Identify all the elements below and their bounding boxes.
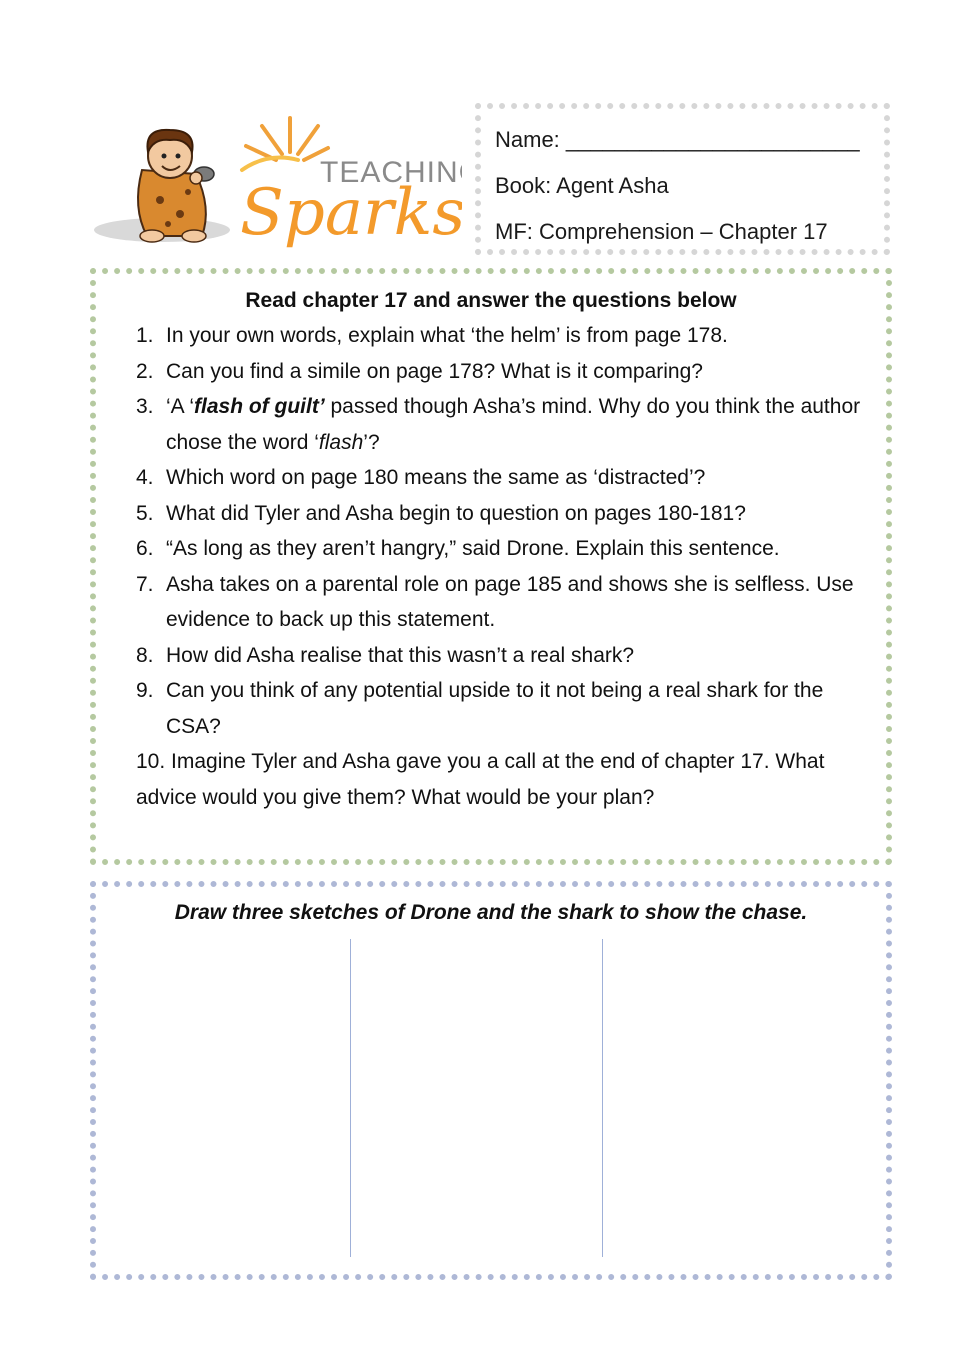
question-text: What did Tyler and Asha begin to question on pages 180-181? bbox=[166, 501, 746, 525]
student-info-box bbox=[475, 103, 890, 255]
question-item bbox=[136, 496, 866, 532]
question-text-mid: passed though Asha’s mind. Why do you think the author chose the word ‘ bbox=[166, 395, 861, 454]
question-number: 10. bbox=[136, 750, 166, 773]
question-number: 5. bbox=[136, 501, 154, 525]
question-number: 3. bbox=[136, 395, 154, 418]
question-number: 2. bbox=[136, 359, 154, 383]
quoted-phrase-flash-of-guilt: flash of guilt’ bbox=[194, 395, 325, 418]
question-item bbox=[136, 744, 866, 815]
question-text-pre: ‘A ‘ bbox=[166, 395, 195, 418]
logo-word-sparks: Sparks bbox=[240, 176, 462, 250]
sketch-divider bbox=[350, 939, 351, 1257]
mf-line: MF: Comprehension – Chapter 17 bbox=[495, 219, 828, 244]
logo-word-teaching: TEACHIN bbox=[320, 156, 459, 189]
questions-box bbox=[90, 268, 892, 865]
quoted-word-flash: flash bbox=[318, 430, 364, 454]
questions-list bbox=[136, 318, 866, 815]
sketch-heading: Draw three sketches of Drone and the shark to show the chase. bbox=[174, 901, 808, 924]
question-number: 8. bbox=[136, 643, 154, 667]
question-number: 7. bbox=[136, 572, 154, 596]
question-item bbox=[136, 354, 866, 390]
name-field-line: Name: ________________________ bbox=[495, 127, 860, 152]
question-text bbox=[166, 389, 866, 460]
question-text: How did Asha realise that this wasn’t a real shark? bbox=[166, 643, 635, 667]
question-text: In your own words, explain what ‘the helm’ is from page 178. bbox=[166, 324, 728, 347]
questions-heading: Read chapter 17 and answer the questions below bbox=[245, 289, 737, 312]
book-title-line: Book: Agent Asha bbox=[495, 173, 669, 198]
question-text: Imagine Tyler and Asha gave you a call at the end of chapter 17. What advice would you give them? What would be your plan? bbox=[136, 750, 825, 809]
question-item bbox=[136, 460, 866, 496]
question-number: 6. bbox=[136, 537, 154, 560]
question-item bbox=[136, 638, 866, 674]
sun-rays-icon bbox=[242, 118, 328, 170]
sketch-divider bbox=[602, 939, 603, 1257]
question-item bbox=[136, 389, 866, 460]
question-text: Can you think of any potential upside to it not being a real shark for the CSA? bbox=[166, 679, 824, 738]
caveman-mascot-icon bbox=[138, 130, 214, 242]
question-item bbox=[136, 567, 866, 638]
question-number: 1. bbox=[136, 324, 154, 347]
teaching-sparks-logo bbox=[92, 108, 462, 258]
question-text: “As long as they aren’t hangry,” said Drone. Explain this sentence. bbox=[166, 537, 780, 560]
question-text: Can you find a simile on page 178? What is it comparing? bbox=[166, 359, 703, 383]
question-item bbox=[136, 318, 866, 354]
question-number: 9. bbox=[136, 679, 154, 702]
sketch-box bbox=[90, 881, 892, 1280]
question-item bbox=[136, 531, 866, 567]
question-text-post: ’? bbox=[363, 430, 380, 454]
question-item bbox=[136, 673, 866, 744]
question-text: Which word on page 180 means the same as ‘distracted’? bbox=[166, 466, 706, 489]
question-number: 4. bbox=[136, 466, 154, 489]
question-text: Asha takes on a parental role on page 185 and shows she is selfless. Use evidence to back up this statement. bbox=[166, 572, 854, 631]
logo-graphic bbox=[92, 108, 462, 258]
